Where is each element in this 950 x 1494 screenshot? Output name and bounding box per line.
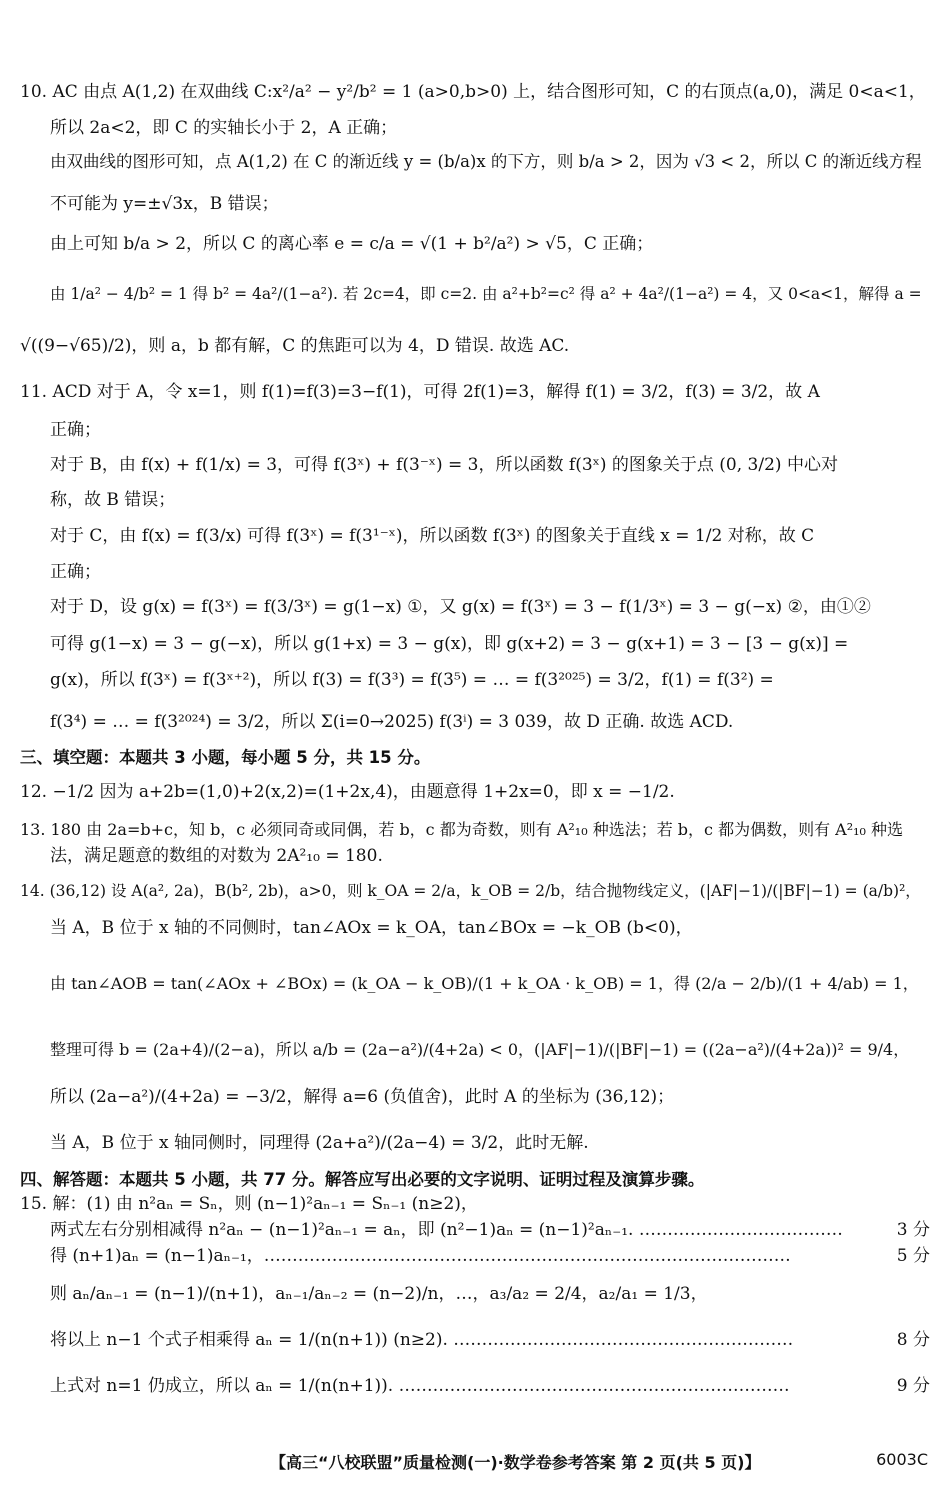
q15-line-6: 上式对 n=1 仍成立，所以 aₙ = 1/(n(n+1)). …………………………………………………………… (50, 1376, 790, 1396)
q10-line-3: 由双曲线的图形可知，点 A(1,2) 在 C 的渐近线 y = (b/a)x 的下方，则 b/a > 2，因为 √3 < 2，所以 C 的渐近线方程 (50, 152, 922, 171)
q10-line-5: 由上可知 b/a > 2，所以 C 的离心率 e = c/a = √(1 + b²/a²) > √5，C 正确； (50, 234, 654, 254)
q15-line-1: 15. 解：(1) 由 n²aₙ = Sₙ，则 (n−1)²aₙ₋₁ = Sₙ₋₁ (n≥2)， (20, 1194, 478, 1214)
section-3-heading: 三、填空题：本题共 3 小题，每小题 5 分，共 15 分。 (20, 748, 431, 767)
q14-line-3: 由 tan∠AOB = tan(∠AOx + ∠BOx) = (k_OA − k_OB)/(1 + k_OA · k_OB) = 1，得 (2/a − 2/b)/(1 + 4/ab) = 1， (50, 974, 919, 993)
q14-line-1: 14. (36,12) 设 A(a², 2a)，B(b², 2b)，a>0，则 k_OA = 2/a，k_OB = 2/b，结合抛物线定义，(|AF|−1)/(|BF|−1) = (a/b)²， (20, 882, 921, 900)
score-8: 8 分 (896, 1330, 930, 1350)
q10-line-6: 由 1/a² − 4/b² = 1 得 b² = 4a²/(1−a²). 若 2c=4，即 c=2. 由 a²+b²=c² 得 a² + 4a²/(1−a²) = 4，又 0<a<1，解得 a = (50, 285, 922, 303)
q10-line-2: 所以 2a<2，即 C 的实轴长小于 2，A 正确； (50, 118, 398, 138)
q11-line-1: 11. ACD 对于 A，令 x=1，则 f(1)=f(3)=3−f(1)，可得 2f(1)=3，解得 f(1) = 3/2，f(3) = 3/2，故 A (20, 382, 820, 402)
score-3: 3 分 (896, 1220, 930, 1240)
q14-line-6: 当 A，B 位于 x 轴同侧时，同理得 (2a+a²)/(2a−4) = 3/2，此时无解. (50, 1133, 589, 1153)
page-footer: 【高三“八校联盟”质量检测(一)·数学卷参考答案 第 2 页(共 5 页)】 (270, 1453, 761, 1472)
q15-line-4: 则 aₙ/aₙ₋₁ = (n−1)/(n+1)，aₙ₋₁/aₙ₋₂ = (n−2)/n，…，a₃/a₂ = 2/4，a₂/a₁ = 1/3， (50, 1284, 708, 1304)
score-5: 5 分 (896, 1246, 930, 1266)
q15-line-5: 将以上 n−1 个式子相乘得 aₙ = 1/(n(n+1)) (n≥2). …………………………………………………… (50, 1330, 794, 1350)
q11-line-7: 对于 D，设 g(x) = f(3ˣ) = f(3/3ˣ) = g(1−x) ①，又 g(x) = f(3ˣ) = 3 − f(1/3ˣ) = 3 − g(−x) ②，由①② (50, 597, 871, 617)
q13-line-1: 13. 180 由 2a=b+c，知 b，c 必须同奇或同偶，若 b，c 都为奇数，则有 A²₁₀ 种选法；若 b，c 都为偶数，则有 A²₁₀ 种选 (20, 820, 904, 839)
q11-line-6: 正确； (50, 562, 101, 582)
q15-line-3: 得 (n+1)aₙ = (n−1)aₙ₋₁，………………………………………………………………………………… (50, 1246, 791, 1266)
q11-line-8: 可得 g(1−x) = 3 − g(−x)，所以 g(1+x) = 3 − g(x)，即 g(x+2) = 3 − g(x+1) = 3 − [3 − g(x)] = (50, 634, 849, 654)
q14-line-2: 当 A，B 位于 x 轴的不同侧时，tan∠AOx = k_OA，tan∠BOx = −k_OB (b<0)， (50, 918, 693, 938)
doc-code: 6003C (876, 1450, 928, 1469)
q12-line: 12. −1/2 因为 a+2b=(1,0)+2(x,2)=(1+2x,4)，由题意得 1+2x=0，即 x = −1/2. (20, 782, 675, 802)
q11-line-4: 称，故 B 错误； (50, 490, 176, 510)
q14-line-4: 整理可得 b = (2a+4)/(2−a)，所以 a/b = (2a−a²)/(4+2a) < 0，(|AF|−1)/(|BF|−1) = ((2a−a²)/(4+2a))² = 9/4， (50, 1040, 910, 1059)
q13-line-2: 法，满足题意的数组的对数为 2A²₁₀ = 180. (50, 846, 383, 866)
q11-line-10: f(3⁴) = … = f(3²⁰²⁴) = 3/2，所以 Σ(i=0→2025) f(3ⁱ) = 3 039，故 D 正确. 故选 ACD. (50, 712, 734, 732)
q15-line-2: 两式左右分别相减得 n²aₙ − (n−1)²aₙ₋₁ = aₙ，即 (n²−1)aₙ = (n−1)²aₙ₋₁. ……………………………… (50, 1220, 843, 1240)
q10-line-4: 不可能为 y=±√3x，B 错误； (50, 194, 279, 214)
q11-line-2: 正确； (50, 420, 101, 440)
q14-line-5: 所以 (2a−a²)/(4+2a) = −3/2，解得 a=6 (负值舍)，此时 A 的坐标为 (36,12)； (50, 1087, 675, 1107)
q10-line-7: √((9−√65)/2)，则 a，b 都有解，C 的焦距可以为 4，D 错误. 故选 AC. (20, 336, 570, 356)
q11-line-3: 对于 B，由 f(x) + f(1/x) = 3，可得 f(3ˣ) + f(3⁻ˣ) = 3，所以函数 f(3ˣ) 的图象关于点 (0, 3/2) 中心对 (50, 455, 838, 475)
q11-line-5: 对于 C，由 f(x) = f(3/x) 可得 f(3ˣ) = f(3¹⁻ˣ)，所以函数 f(3ˣ) 的图象关于直线 x = 1/2 对称，故 C (50, 526, 815, 546)
q11-line-9: g(x)，所以 f(3ˣ) = f(3ˣ⁺²)，所以 f(3) = f(3³) = f(3⁵) = … = f(3²⁰²⁵) = 3/2，f(1) = f(3²) = (50, 670, 774, 690)
q10-line-1: 10. AC 由点 A(1,2) 在双曲线 C:x²/a² − y²/b² = 1 (a>0,b>0) 上，结合图形可知，C 的右顶点(a,0)，满足 0<a<1， (20, 82, 926, 102)
section-4-heading: 四、解答题：本题共 5 小题，共 77 分。解答应写出必要的文字说明、证明过程及演算步骤。 (20, 1170, 705, 1189)
score-9: 9 分 (896, 1376, 930, 1396)
